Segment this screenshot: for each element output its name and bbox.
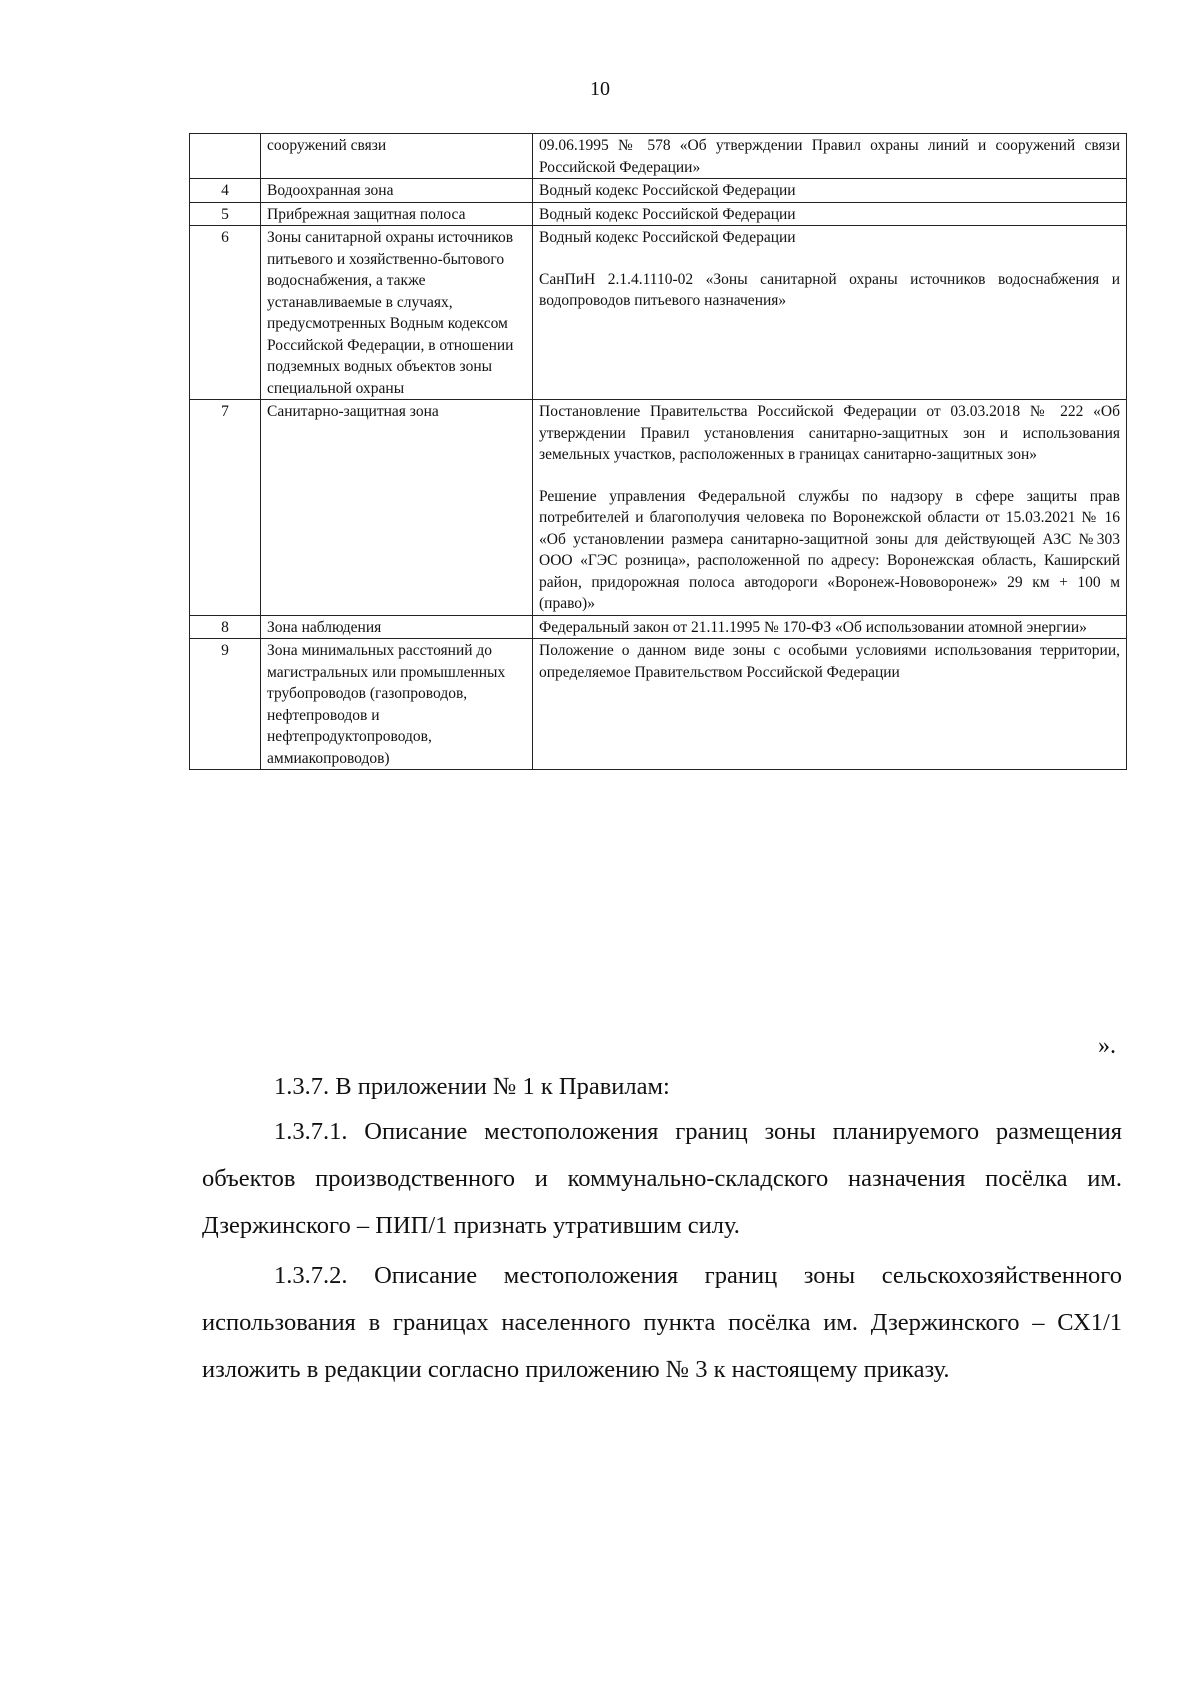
zone-document (533, 639, 1127, 770)
table-row (190, 134, 1127, 179)
zone-name: сооружений связи (261, 134, 533, 179)
row-number: 6 (190, 226, 261, 400)
table-row (190, 400, 1127, 616)
document-text: Положение о данном виде зоны с особыми условиями использования территории, определяемое Правительством Российской Федерации (539, 642, 1120, 681)
zone-document (533, 400, 1127, 616)
zone-document (533, 202, 1127, 226)
zone-name: Зона наблюдения (261, 615, 533, 639)
zone-document (533, 226, 1127, 400)
zone-name: Зоны санитарной охраны источников питьевого и хозяйственно-бытового водоснабжения, а также устанавливаемые в случаях, предусмотренных Водным кодексом Российской Федерации, в отношении подземных водных объектов зоны специальной охраны (261, 226, 533, 400)
zones-table (189, 133, 1127, 770)
zone-name: Санитарно-защитная зона (261, 400, 533, 616)
document-text: Водный кодекс Российской Федерации (539, 182, 796, 199)
document-text: СанПиН 2.1.4.1110-02 «Зоны санитарной охраны источников водоснабжения и водопроводов питьевого назначения» (539, 270, 1120, 309)
document-text: Водный кодекс Российской Федерации (539, 229, 796, 246)
zone-document (533, 179, 1127, 203)
zone-name: Водоохранная зона (261, 179, 533, 203)
paragraph-1-3-7-1: 1.3.7.1. Описание местоположения границ зоны планируемого размещения объектов производственного и коммунально-складского назначения посёлка им. Дзержинского – ПИП/1 признать утратившим силу. (202, 1118, 1122, 1239)
zone-name: Прибрежная защитная полоса (261, 202, 533, 226)
paragraph-1-3-7-2: 1.3.7.2. Описание местоположения границ зоны сельскохозяйственного использования в границах населенного пункта посёлка им. Дзержинского – СХ1/1 изложить в редакции согласно приложению № 3 к настоящему приказу. (202, 1262, 1122, 1383)
closing-quote: ». (1098, 1033, 1116, 1059)
document-text: 09.06.1995 № 578 «Об утверждении Правил охраны линий и сооружений связи Российской Федерации» (539, 137, 1120, 176)
row-number: 5 (190, 202, 261, 226)
table-row (190, 202, 1127, 226)
document-text: Решение управления Федеральной службы по надзору в сфере защиты прав потребителей и благополучия человека по Воронежской области от 15.03.2021 № 16 «Об установлении размера санитарно-защитной зоны для действующей АЗС №303 ООО «ГЭС розница», расположенной по адресу: Воронежская область, Каширский район, придорожная полоса автодороги «Воронеж-Нововоронеж» 29 км + 100 м (право)» (539, 487, 1120, 612)
page-number: 10 (590, 78, 610, 100)
table-row (190, 226, 1127, 400)
table-row (190, 639, 1127, 770)
row-number: 7 (190, 400, 261, 616)
document-text: Постановление Правительства Российской Федерации от 03.03.2018 № 222 «Об утверждении Правил установления санитарно-защитных зон и использования земельных участков, расположенных в границах санитарно-защитных зон» (539, 403, 1120, 463)
paragraph-1-3-7: 1.3.7. В приложении № 1 к Правилам: (274, 1073, 670, 1100)
zone-document (533, 615, 1127, 639)
table-row (190, 615, 1127, 639)
document-text: Федеральный закон от 21.11.1995 № 170-ФЗ «Об использовании атомной энергии» (539, 618, 1087, 636)
table-row (190, 179, 1127, 203)
document-text: Водный кодекс Российской Федерации (539, 205, 796, 223)
row-number: 8 (190, 615, 261, 639)
zone-document (533, 134, 1127, 179)
row-number: 4 (190, 179, 261, 203)
row-number (190, 134, 261, 179)
row-number: 9 (190, 639, 261, 770)
zone-name: Зона минимальных расстояний до магистральных или промышленных трубопроводов (газопроводов, нефтепроводов и нефтепродуктопроводов, аммиакопроводов) (261, 639, 533, 770)
